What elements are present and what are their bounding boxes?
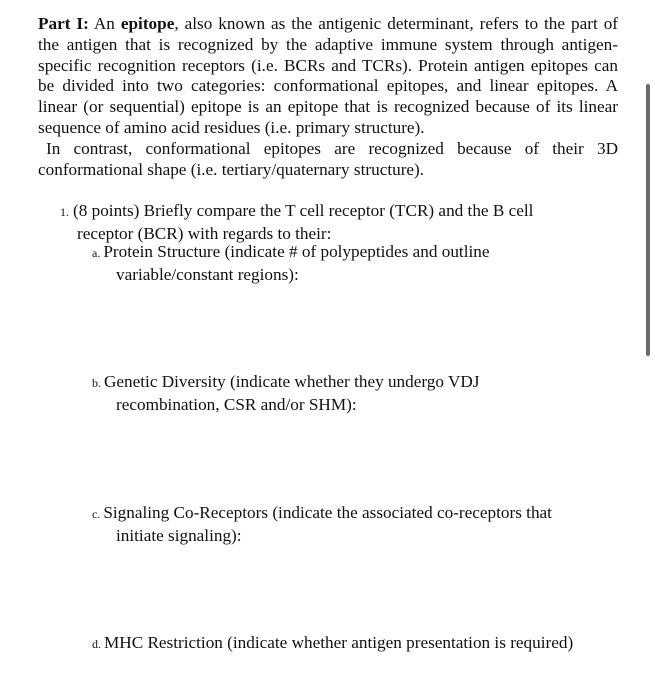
subquestion-letter: a. [92, 246, 101, 260]
question-number: 1. [60, 205, 69, 219]
intro-text-2: In contrast, conformational epitopes are recognized because of their 3D conformational shape (i.e. tertiary/quaternary structure). [38, 138, 618, 179]
subquestion-line-1: Signaling Co-Receptors (indicate the associated co-receptors that [103, 503, 552, 522]
subquestion-d [92, 632, 632, 655]
question-line-1: (8 points) Briefly compare the T cell receptor (TCR) and the B cell [73, 201, 534, 220]
subquestion-letter: b. [92, 376, 101, 390]
part-label: Part I: [38, 14, 89, 33]
subquestion-line-2: recombination, CSR and/or SHM): [116, 395, 357, 414]
subquestion-line-1: Protein Structure (indicate # of polypeptides and outline [103, 242, 490, 261]
subquestion-line-2: initiate signaling): [116, 526, 242, 545]
subquestion-letter: d. [92, 637, 101, 651]
vertical-scrollbar[interactable] [646, 84, 650, 356]
intro-paragraph [38, 14, 618, 180]
intro-lead: An [88, 14, 121, 33]
intro-text-1: , also known as the antigenic determinant, refers to the part of the antigen that is recognized by the adaptive immune system through antigen-specific recognition receptors (i.e. BCRs and TCRs). Protein antigen epitopes can be divided into two categories: conformational epitopes, and linear epitopes. A linear (or sequential) epitope is an epitope that is recognized because of its linear sequence of amino acid residues (i.e. primary structure). [38, 14, 619, 137]
subquestion-line-1: MHC Restriction (indicate whether antigen presentation is required) [104, 633, 574, 652]
subquestion-b [92, 371, 592, 415]
subquestion-line-1: Genetic Diversity (indicate whether they undergo VDJ [104, 372, 480, 391]
subquestion-letter: c. [92, 507, 101, 521]
subquestion-a [92, 241, 592, 285]
question-1 [60, 200, 600, 244]
epitope-term: epitope [120, 14, 175, 33]
question-line-2: receptor (BCR) with regards to their: [77, 224, 332, 243]
subquestion-line-2: variable/constant regions): [116, 265, 299, 284]
subquestion-c [92, 502, 612, 546]
